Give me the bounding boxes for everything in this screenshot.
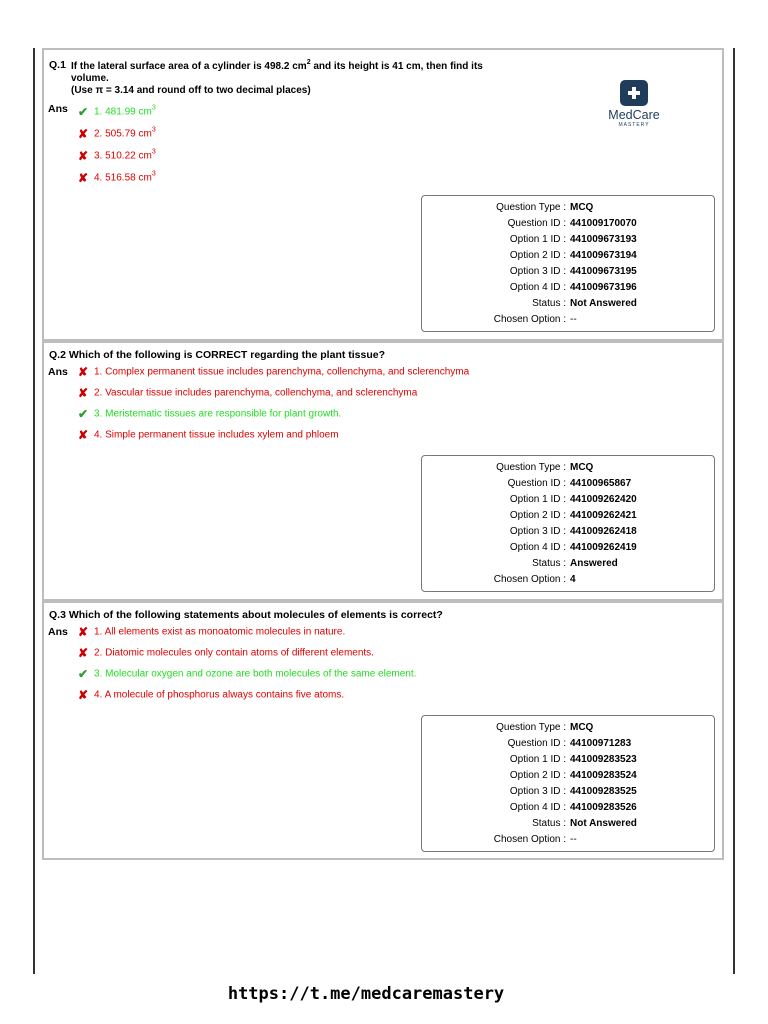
info-key: Status : xyxy=(532,298,566,309)
info-key: Option 3 ID : xyxy=(509,266,566,277)
info-key: Option 1 ID : xyxy=(509,754,566,765)
cross-icon: ✘ xyxy=(78,688,89,702)
info-key: Question Type : xyxy=(496,202,566,213)
info-key: Option 1 ID : xyxy=(509,234,566,245)
option-4 xyxy=(78,689,344,702)
info-value: 4 xyxy=(570,574,576,585)
info-key: Question ID : xyxy=(507,738,566,749)
info-key: Status : xyxy=(532,818,566,829)
info-value: 441009283525 xyxy=(570,786,637,797)
info-key: Status : xyxy=(532,558,566,569)
info-value: -- xyxy=(570,834,577,845)
info-key: Option 4 ID : xyxy=(509,802,566,813)
check-icon: ✔ xyxy=(78,407,89,421)
option-4 xyxy=(78,172,156,185)
question-text: Which of the following is CORRECT regarding the plant tissue? xyxy=(68,349,386,361)
info-value: Not Answered xyxy=(570,818,637,829)
info-value: 44100971283 xyxy=(570,738,632,749)
info-key: Option 4 ID : xyxy=(509,282,566,293)
info-value: 441009283523 xyxy=(570,754,637,765)
info-value: 441009673195 xyxy=(570,266,637,277)
info-value: 441009170070 xyxy=(570,218,637,229)
question-text: Which of the following statements about molecules of elements is correct? xyxy=(68,609,443,621)
question-block-2 xyxy=(42,341,724,601)
telegram-link[interactable]: https://t.me/medcaremastery xyxy=(227,984,505,1004)
ans-label: Ans xyxy=(48,103,68,115)
info-key: Chosen Option : xyxy=(493,574,566,585)
info-key: Option 2 ID : xyxy=(509,510,566,521)
cross-icon: ✘ xyxy=(78,428,89,442)
question-header xyxy=(49,609,443,621)
option-text: 3. 510.22 cm xyxy=(94,150,152,162)
superscript: 3 xyxy=(151,104,156,112)
question-block-3 xyxy=(42,601,724,860)
check-icon: ✔ xyxy=(78,667,89,681)
info-value: 441009262418 xyxy=(570,526,637,537)
question-text-part: and its height is 41 cm, then find its xyxy=(310,61,483,72)
info-key: Option 1 ID : xyxy=(509,494,566,505)
info-key: Option 2 ID : xyxy=(509,250,566,261)
question-info-panel xyxy=(421,455,715,592)
option-text: 1. 481.99 cm xyxy=(94,106,152,118)
option-1 xyxy=(78,106,156,119)
option-text: 2. 505.79 cm xyxy=(94,128,152,140)
info-key: Question Type : xyxy=(496,462,566,473)
question-info-panel xyxy=(421,195,715,332)
ans-label: Ans xyxy=(48,366,68,378)
option-2 xyxy=(78,387,417,400)
page-right-border xyxy=(733,48,735,974)
cross-icon: ✘ xyxy=(78,365,89,379)
cross-icon: ✘ xyxy=(78,127,89,141)
ans-label: Ans xyxy=(48,626,68,638)
logo-tagline: MASTERY xyxy=(618,122,650,128)
question-text xyxy=(71,61,483,97)
info-key: Question ID : xyxy=(507,478,566,489)
info-key: Option 4 ID : xyxy=(509,542,566,553)
info-key: Option 3 ID : xyxy=(509,526,566,537)
superscript: 3 xyxy=(151,148,156,156)
question-number: Q.1 xyxy=(49,59,66,71)
info-value: 441009262421 xyxy=(570,510,637,521)
info-key: Chosen Option : xyxy=(493,314,566,325)
check-icon: ✔ xyxy=(78,105,89,119)
option-3 xyxy=(78,150,156,163)
info-value: 44100965867 xyxy=(570,478,632,489)
cross-icon: ✘ xyxy=(78,149,89,163)
question-info-panel xyxy=(421,715,715,852)
question-text-part: (Use π = 3.14 and round off to two decimal places) xyxy=(71,85,311,96)
option-2 xyxy=(78,128,156,141)
option-text: 4. A molecule of phosphorus always contains five atoms. xyxy=(94,689,345,701)
info-value: 441009673194 xyxy=(570,250,637,261)
question-block-1 xyxy=(42,48,724,341)
option-text: 3. Molecular oxygen and ozone are both molecules of the same element. xyxy=(94,668,417,680)
option-1 xyxy=(78,366,469,379)
info-key: Option 3 ID : xyxy=(509,786,566,797)
info-value: 441009673196 xyxy=(570,282,637,293)
info-value: Not Answered xyxy=(570,298,637,309)
superscript: 2 xyxy=(306,59,311,66)
question-header xyxy=(49,349,385,361)
question-text-part: volume. xyxy=(71,73,109,84)
info-value: MCQ xyxy=(570,722,594,733)
medical-cross-icon xyxy=(620,80,648,106)
option-text: 4. 516.58 cm xyxy=(94,172,152,184)
option-2 xyxy=(78,647,374,660)
option-text: 1. Complex permanent tissue includes parenchyma, collenchyma, and sclerenchyma xyxy=(94,366,470,378)
question-number: Q.3 xyxy=(49,609,66,621)
info-value: 441009283524 xyxy=(570,770,637,781)
info-value: -- xyxy=(570,314,577,325)
info-key: Question ID : xyxy=(507,218,566,229)
question-text-part: If the lateral surface area of a cylinder is 498.2 cm xyxy=(71,61,307,72)
question-number: Q.2 xyxy=(49,349,66,361)
option-text: 2. Vascular tissue includes parenchyma, collenchyma, and sclerenchyma xyxy=(94,387,418,399)
info-value: 441009283526 xyxy=(570,802,637,813)
cross-icon: ✘ xyxy=(78,171,89,185)
info-value: 441009673193 xyxy=(570,234,637,245)
page-left-border xyxy=(33,48,35,974)
logo-name: MedCare xyxy=(608,108,660,122)
option-text: 1. All elements exist as monoatomic molecules in nature. xyxy=(94,626,346,638)
info-value: Answered xyxy=(570,558,618,569)
superscript: 3 xyxy=(151,170,156,178)
info-key: Option 2 ID : xyxy=(509,770,566,781)
option-text: 3. Meristematic tissues are responsible for plant growth. xyxy=(94,408,342,420)
cross-icon: ✘ xyxy=(78,625,89,639)
medcare-logo xyxy=(599,80,669,130)
option-3 xyxy=(78,408,341,421)
option-text: 4. Simple permanent tissue includes xylem and phloem xyxy=(94,429,339,441)
option-text: 2. Diatomic molecules only contain atoms of different elements. xyxy=(94,647,374,659)
info-key: Question Type : xyxy=(496,722,566,733)
info-value: MCQ xyxy=(570,202,594,213)
info-value: MCQ xyxy=(570,462,594,473)
superscript: 3 xyxy=(151,126,156,134)
option-1 xyxy=(78,626,345,639)
option-4 xyxy=(78,429,339,442)
option-3 xyxy=(78,668,416,681)
info-value: 441009262420 xyxy=(570,494,637,505)
info-value: 441009262419 xyxy=(570,542,637,553)
cross-icon: ✘ xyxy=(78,646,89,660)
cross-icon: ✘ xyxy=(78,386,89,400)
info-key: Chosen Option : xyxy=(493,834,566,845)
